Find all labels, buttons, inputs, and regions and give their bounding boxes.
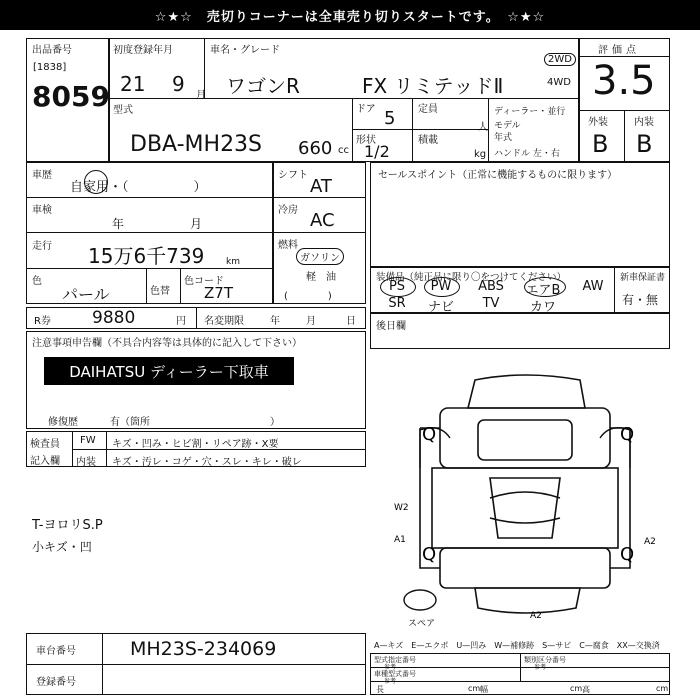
equip-airbag-circle xyxy=(524,277,566,297)
equip-sr: SR xyxy=(388,296,406,311)
model-year-label2: 年式 xyxy=(494,133,513,143)
fuel-label: 燃料 xyxy=(278,240,298,251)
damage-a2: A2 xyxy=(530,611,542,621)
rear-label: 後日欄 xyxy=(376,321,406,332)
recycle-unit: 円 xyxy=(176,316,186,327)
doors-label: ドア xyxy=(356,104,376,115)
damage-mark-fl: Q xyxy=(422,424,437,445)
aircon-label: 冷房 xyxy=(278,205,298,216)
shape-value: 1/2 xyxy=(364,142,390,161)
chassis-label: 車台番号 xyxy=(36,646,76,657)
score-label: 評価点 xyxy=(598,45,640,56)
score-ext-label: 外装 xyxy=(588,117,608,128)
cert-value: 有・無 xyxy=(622,293,659,307)
spare-label: スペア xyxy=(408,619,436,628)
model-number-label: 車種型式番号 xyxy=(374,670,416,678)
fuel-diesel: 軽 油 xyxy=(306,272,336,283)
handwritten-line1: T-ヨロリS.P xyxy=(32,518,103,533)
first-reg-label: 初度登録年月 xyxy=(113,45,173,56)
name-change-label: 名変期限 xyxy=(204,316,244,327)
name-change-day: 日 xyxy=(346,316,356,327)
inspector-int-items: キズ・汚レ・コゲ・穴・スレ・キレ・破レ xyxy=(112,457,302,468)
weight-label: 積載 xyxy=(418,135,438,146)
model-value: DBA-MH23S xyxy=(130,132,263,157)
equipment-title: 装備品（純正品に限り〇をつけてください） xyxy=(376,272,567,283)
rear-box xyxy=(370,313,670,349)
car-damage-diagram xyxy=(380,368,670,628)
car-grade: FX リミテッドⅡ xyxy=(362,74,504,98)
shape-label: 形状 xyxy=(356,135,376,146)
damage-legend: A—キズ E—エクボ U—凹み W—補修跡 S—サビ C—腐食 XX—交換済 xyxy=(374,641,660,650)
inspection-year: 年 xyxy=(112,217,125,231)
damage-mark-fr: Q xyxy=(620,424,635,445)
dim-length-unit: cm xyxy=(468,684,481,693)
repair-label: 修復歴 xyxy=(48,417,78,428)
name-change-year: 年 xyxy=(270,316,280,327)
mileage-label: 走行 xyxy=(32,241,52,252)
damage-mark-rr: Q xyxy=(620,544,635,565)
registration-row xyxy=(26,664,366,695)
repair-value: 有（箇所 ） xyxy=(110,417,280,428)
inspector-label1: 検査員 xyxy=(30,439,60,450)
equip-ps: PS xyxy=(388,279,406,294)
usage-circle xyxy=(84,170,108,194)
score-int-label: 内装 xyxy=(634,117,654,128)
lot-number: 8059 xyxy=(32,80,110,113)
color-code: Z7T xyxy=(204,284,233,302)
shift-value: AT xyxy=(310,176,332,197)
drive-4wd: 4WD xyxy=(547,77,571,88)
equip-ps-circle xyxy=(380,277,416,297)
dealer-parallel: ディーラー・並行 xyxy=(494,107,566,117)
inspector-label2: 記入欄 xyxy=(30,456,60,467)
lot-label: 出品番号 xyxy=(32,45,72,56)
color-value: パール xyxy=(62,285,110,304)
equip-pw-circle xyxy=(424,277,460,297)
spare-tire-icon xyxy=(404,590,436,610)
inspection-month: 月 xyxy=(190,217,203,231)
score-ext: B xyxy=(592,130,609,158)
car-name-label: 車名・グレード xyxy=(210,45,280,56)
equip-leather: カワ xyxy=(529,300,556,315)
handwritten-line2: 小キズ・凹 xyxy=(32,540,92,554)
class-number-label: 類別区分番号 xyxy=(524,656,566,664)
score-int: B xyxy=(636,130,653,158)
color-label: 色 xyxy=(32,276,42,287)
first-reg-month-unit: 月 xyxy=(196,90,206,101)
header-banner: ☆★☆ 売切りコーナーは全車売り切りスタートです。 ☆★☆ xyxy=(0,0,700,30)
mileage-unit: km xyxy=(226,257,240,267)
damage-a2-right: A2 xyxy=(644,537,656,547)
notes-title: 注意事項申告欄（不具合内容等は具体的に記入して下さい） xyxy=(32,338,302,349)
model-number-ref: 参考 xyxy=(384,678,397,685)
car-name: ワゴンR xyxy=(226,74,300,98)
equip-navi: ナビ xyxy=(427,300,454,315)
equip-airbag: エアB xyxy=(525,283,561,298)
doors-value: 5 xyxy=(384,108,396,129)
damage-a1: A1 xyxy=(394,535,406,545)
usage-label: 車歴 xyxy=(32,170,52,181)
damage-mark-rl: Q xyxy=(422,544,437,565)
inspector-fw: FW xyxy=(80,435,96,446)
spec-number-ref: 参考 xyxy=(384,664,397,671)
mileage-value: 15万6千739 xyxy=(88,244,205,268)
damage-w2: W2 xyxy=(394,503,409,513)
weight-unit: kg xyxy=(474,149,487,160)
recycle-label: R券 xyxy=(34,316,51,327)
equip-aw: AW xyxy=(582,279,604,294)
capacity-unit: 人 xyxy=(478,122,488,133)
chassis-value: MH23S-234069 xyxy=(130,638,277,660)
equip-pw: PW xyxy=(430,279,452,294)
dim-height: 高 xyxy=(582,685,590,694)
first-reg-year: 21 xyxy=(120,72,146,96)
drive-2wd: 2WD xyxy=(544,53,576,66)
model-label: 型式 xyxy=(113,105,133,116)
recycle-value: 9880 xyxy=(92,308,136,328)
cert-label: 新車保証書 xyxy=(620,273,666,283)
fuel-gasoline: ガソリン xyxy=(296,248,344,265)
class-number-ref: 参考 xyxy=(534,664,547,671)
aircon-value: AC xyxy=(310,210,335,231)
first-reg-month: 9 xyxy=(172,72,185,96)
equip-tv: TV xyxy=(482,296,500,311)
shift-label: シフト xyxy=(278,170,308,181)
sales-point-title: セールスポイント（正常に機能するものに限ります） xyxy=(378,170,618,181)
dealer-trade-banner: DAIHATSU ディーラー下取車 xyxy=(44,357,294,385)
equip-abs: ABS xyxy=(478,279,504,294)
displacement-value: 660 xyxy=(298,138,333,159)
color-change-label: 色替 xyxy=(150,286,170,297)
fuel-other: ( ) xyxy=(284,291,332,302)
dim-width-unit: cm xyxy=(570,684,583,693)
lot-sub-number: [1838] xyxy=(33,62,67,73)
dim-length: 長 xyxy=(376,685,384,694)
model-year-label: モデル xyxy=(494,121,521,131)
score-value: 3.5 xyxy=(592,58,656,104)
displacement-unit: cc xyxy=(338,145,349,156)
spec-number-label: 型式指定番号 xyxy=(374,656,416,664)
handle-side: ハンドル 左・右 xyxy=(494,149,560,159)
inspector-interior: 内装 xyxy=(76,457,96,468)
color-code-label: 色コード xyxy=(184,276,224,287)
usage-value: 自家用・（ ） xyxy=(70,180,207,195)
dim-width: 幅 xyxy=(480,685,488,694)
inspector-fw-items: キズ・凹み・ヒビ割・リペア跡・X要 xyxy=(112,439,279,450)
capacity-label: 定員 xyxy=(418,104,438,115)
registration-label: 登録番号 xyxy=(36,677,76,688)
dim-height-unit: cm xyxy=(656,684,669,693)
inspection-label: 車検 xyxy=(32,205,52,216)
name-change-month: 月 xyxy=(306,316,316,327)
